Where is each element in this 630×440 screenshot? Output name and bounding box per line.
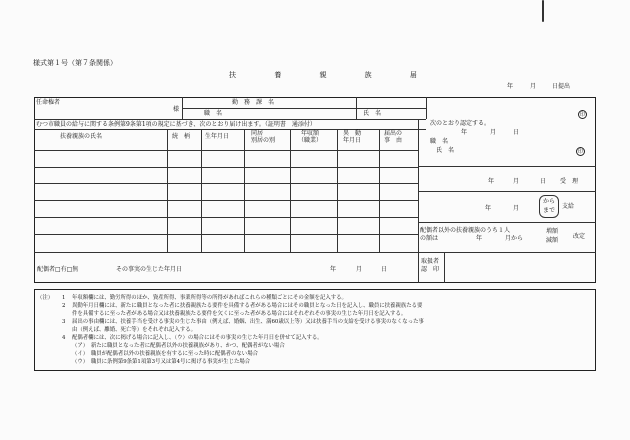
spouse-other-line1: 配偶者以外の扶養親族のうち１人 [420, 227, 511, 234]
change-bracket [542, 0, 544, 22]
notes-label: （注） [37, 295, 54, 301]
job-title-label: 職 名 [204, 110, 223, 117]
fact-month: 月 [356, 266, 363, 273]
receipt-day: 日 [540, 178, 547, 185]
form-number: 様式第１号（第７条関係） [33, 59, 117, 67]
table-row [34, 200, 418, 201]
checker-line1: 取扱者 [421, 258, 440, 265]
col-income: 年収額 （職業） [298, 130, 323, 144]
certify-month: 月 [490, 129, 497, 136]
notice-text: むつ市職員の給与に関する条例第9条第1項の規定に基づき、次のとおり届け出ます。（証明書 通添付） [36, 121, 316, 128]
fact-year: 年 [330, 266, 337, 273]
certifier-seal: 印 [577, 149, 583, 155]
certify-text: 次のとおり認定する。 [430, 120, 491, 127]
spouse-other-year: 年 [476, 235, 483, 242]
checker-line2: 認 印 [421, 266, 440, 273]
certify-name-label: 氏 名 [436, 147, 455, 154]
subnote-i: （イ） 職員が配偶者以外の扶養親族を有するに至った時に配偶者のない場合 [72, 351, 258, 357]
subnote-u: （ウ） 職員に条例第9条第1項第3号又は第4号に掲げる事実が生じた場合 [72, 359, 251, 365]
spouse-other-label: 改定 [573, 233, 586, 240]
payment-label: 支給 [562, 203, 575, 210]
note-1-num: 1 [62, 295, 66, 301]
submit-day: 日提出 [552, 83, 571, 90]
appointer-suffix: 様 [173, 106, 180, 113]
certify-year: 年 [461, 129, 468, 136]
note-3-num: 3 [62, 319, 66, 325]
payment-month: 月 [513, 205, 520, 212]
fact-day: 日 [381, 266, 388, 273]
certify-job-label: 職 名 [430, 138, 449, 145]
submit-year: 年 [507, 83, 514, 90]
table-row [34, 217, 418, 218]
table-row [34, 234, 418, 235]
table-row [34, 183, 418, 184]
note-2b: 件を具備するに至った者がある場合又は扶養親族たる要件を欠くに至った者がある場合にはそれぞれその事実の生じた年月日を記入する。 [72, 311, 407, 317]
col-reason: 届出の 事 由 [384, 130, 403, 144]
submit-month: 月 [530, 83, 537, 90]
spouse-other-inc: 増額 [546, 228, 559, 235]
spouse-status: 配偶者□有□無 [37, 266, 79, 273]
col-cohabit: 同居 別居の別 [251, 130, 276, 144]
subnote-a: （ア） 新たに職員となった者に配偶者以外の扶養親族があり、かつ、配偶者がない場合 [72, 343, 285, 349]
fact-date-label: その事実の生じた年月日 [116, 266, 183, 273]
col-birthdate: 生年月日 [205, 133, 230, 140]
name-label: 氏 名 [363, 110, 382, 117]
note-1: 年収額欄には、勤労所得のほか、資産所得、事業所得等の所得があればこれらの種類ごとにその金額を記入する。 [72, 295, 347, 301]
form-title: 扶 養 親 族 届 [229, 71, 435, 79]
appointer-label: 任命権者 [36, 99, 61, 106]
spouse-other-dec: 減額 [546, 237, 559, 244]
receipt-label: 受 理 [560, 178, 579, 185]
note-4: 配偶者欄には、次に掲げる場合に記入し、（ウ）の場合にはその事実の生じた年月日を併せて記入する。 [72, 335, 323, 341]
spouse-other-month: 月から [505, 235, 524, 242]
col-change-date: 異 動 年月日 [343, 130, 362, 144]
table-row [34, 167, 418, 168]
note-2-num: 2 [62, 303, 66, 309]
payment-until: まで [543, 207, 556, 214]
receipt-year: 年 [488, 178, 495, 185]
note-3a: 届出の事由欄には、扶養手当を受ける事実の生じた事由（例えば、婚姻、出生、満60歳以上等）又は扶養手当の支給を受ける事実のなくなった事 [72, 319, 424, 325]
applicant-seal: 印 [579, 112, 585, 118]
spouse-other-line2: の額は [420, 235, 439, 242]
payment-from: から [543, 198, 556, 205]
note-3b: 由（例えば、離婚、死亡等）をそれぞれ記入する。 [72, 327, 196, 333]
payment-year: 年 [485, 205, 492, 212]
note-4-num: 4 [62, 335, 66, 341]
certify-day: 日 [513, 129, 520, 136]
col-dependent-name: 扶養親族の氏名 [60, 133, 103, 140]
col-relation: 続 柄 [172, 133, 191, 140]
note-2a: 異動年月日欄には、新たに職員となった者に扶養親族たる要件を具備する者がある場合にはその職員となった日を記入し、職員に扶養親族たる要 [72, 303, 423, 309]
workplace-label: 勤 務 課 名 [232, 99, 275, 106]
receipt-month: 月 [513, 178, 520, 185]
